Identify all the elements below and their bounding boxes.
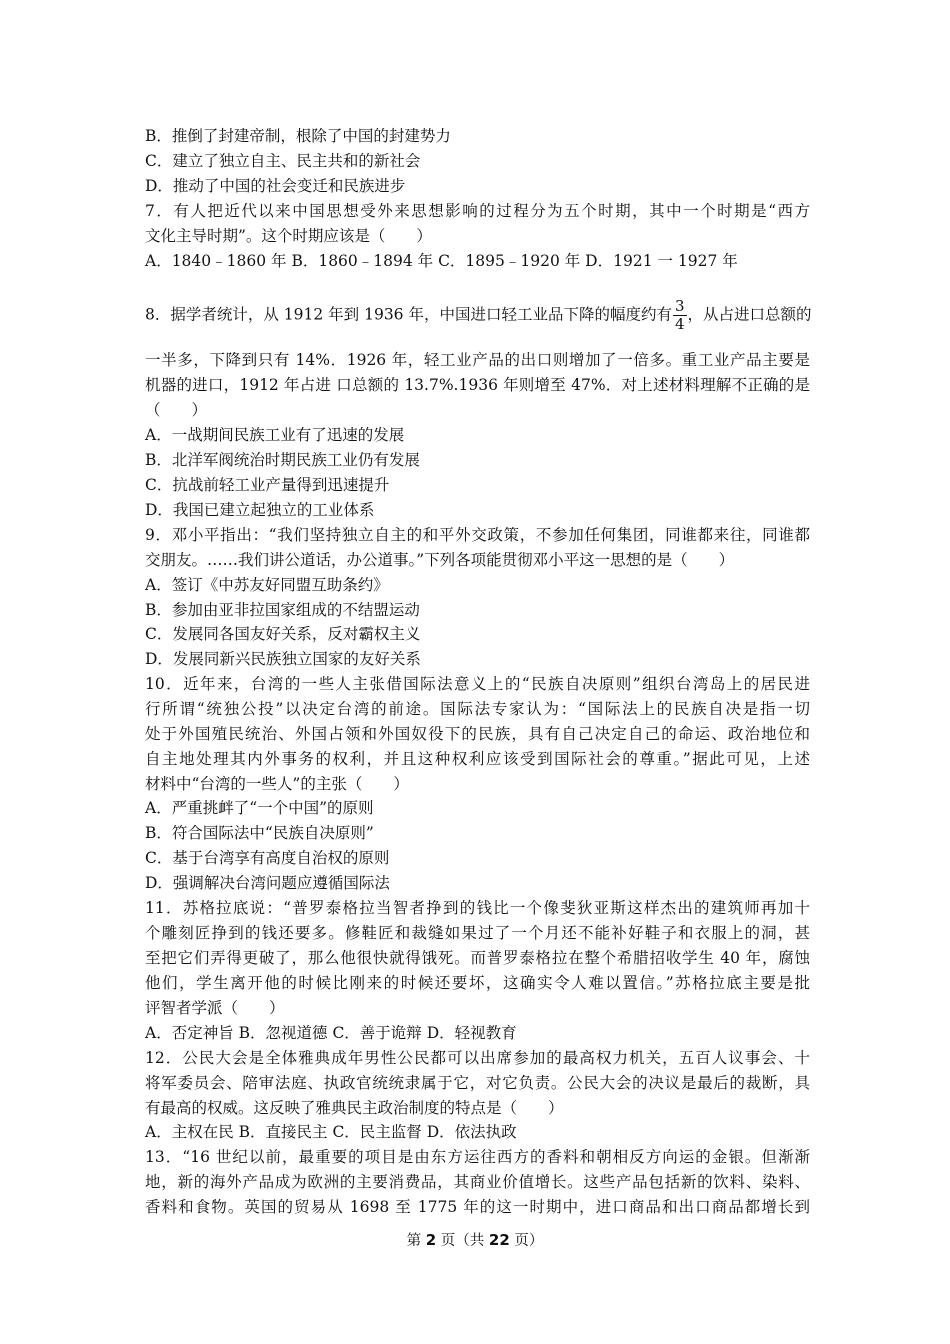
option-8d: D．我国已建立起独立的工业体系 <box>145 501 375 519</box>
option-9a: A．签订《中苏友好同盟互助条约》 <box>145 576 389 594</box>
footer-total-pages: 22 <box>488 1231 510 1249</box>
option-6c: C．建立了独立自主、民主共和的新社会 <box>145 152 421 170</box>
fraction-denominator: 4 <box>674 315 685 333</box>
question-11-line-2: 个雕刻匠挣到的钱还要多。修鞋匠和裁缝如果过了一个月还不能补好鞋子和衣服上的洞，甚 <box>145 924 810 942</box>
question-10-line-4: 自主地处理其内外事务的权利，并且这种权利应该受到国际社会的尊重。”据此可见，上述 <box>145 750 810 768</box>
question-11-line-3: 至把它们弄得更破了，那么他很快就得饿死。而普罗泰格拉在整个希腊招收学生 40 年，腐蚀 <box>145 949 810 967</box>
option-10c: C．基于台湾享有高度自治权的原则 <box>145 849 390 867</box>
question-8-text-before-fraction: 8．据学者统计，从 1912 年到 1936 年，中国进口轻工业品下降的幅度约有 <box>145 305 672 324</box>
fraction-three-quarters <box>673 298 687 333</box>
question-9-line-1: 9．邓小平指出：“我们坚持独立自主的和平外交政策，不参加任何集团，同谁都来往，同谁都 <box>145 526 810 544</box>
question-8-line-3: 机器的进口，1912 年占进 口总额的 13.7%.1936 年则增至 47%．对上述材料理解不正确的是 <box>145 376 810 394</box>
question-8-line-1 <box>145 298 810 333</box>
question-11-options: A．否定神旨 B．忽视道德 C．善于诡辩 D．轻视教育 <box>145 1024 517 1042</box>
question-12-line-1: 12．公民大会是全体雅典成年男性公民都可以出席参加的最高权力机关，五百人议事会、十 <box>145 1049 810 1067</box>
question-8-text-after-fraction: ，从占进口总额的 <box>687 305 812 324</box>
footer-page-number: 2 <box>425 1231 437 1249</box>
question-7-line-1: 7．有人把近代以来中国思想受外来思想影响的过程分为五个时期，其中一个时期是“西方 <box>145 202 810 220</box>
question-9-line-2: 交朋友。……我们讲公道话，办公道事。”下列各项能贯彻邓小平这一思想的是（ ） <box>145 551 735 569</box>
question-12-line-3: 有最高的权威。这反映了雅典民主政治制度的特点是（ ） <box>145 1099 564 1117</box>
question-10-line-5: 材料中“台湾的一些人”的主张（ ） <box>145 775 409 793</box>
footer-prefix: 第 <box>406 1233 426 1249</box>
option-10d: D．强调解决台湾问题应遵循国际法 <box>145 874 390 892</box>
question-12-line-2: 将军委员会、陪审法庭、执政官统统隶属于它，对它负责。公民大会的决议是最后的裁断，具 <box>145 1074 810 1092</box>
footer-suffix: 页） <box>509 1233 544 1249</box>
question-8-line-2: 一半多，下降到只有 14%．1926 年，轻工业产品的出口则增加了一倍多。重工业产品主要是 <box>145 351 810 369</box>
option-10a: A．严重挑衅了“一个中国”的原则 <box>145 799 374 817</box>
option-6d: D．推动了中国的社会变迁和民族进步 <box>145 177 406 195</box>
option-9b: B．参加由亚非拉国家组成的不结盟运动 <box>145 601 420 619</box>
question-12-options: A．主权在民 B．直接民主 C．民主监督 D．依法执政 <box>145 1123 517 1141</box>
option-10b: B．符合国际法中“民族自决原则” <box>145 824 374 842</box>
question-10-line-3: 处于外国殖民统治、外国占领和外国奴役下的民族，具有自己决定自己的命运、政治地位和 <box>145 725 810 743</box>
footer-middle: 页（共 <box>436 1233 489 1249</box>
page-footer <box>0 1229 950 1252</box>
option-8b: B．北洋军阀统治时期民族工业仍有发展 <box>145 451 420 469</box>
question-7-line-2: 文化主导时期”。这个时期应该是（ ） <box>145 227 432 245</box>
option-8c: C．抗战前轻工业产量得到迅速提升 <box>145 476 390 494</box>
option-9c: C．发展同各国友好关系，反对霸权主义 <box>145 625 421 643</box>
question-13-line-3: 香料和食物。英国的贸易从 1698 至 1775 年的这一时期中，进口商品和出口商品都增长到 <box>145 1198 810 1216</box>
question-13-line-1: 13．“16 世纪以前，最重要的项目是由东方运往西方的香料和朝相反方向运的金银。但渐渐 <box>145 1148 810 1166</box>
question-10-line-1: 10．近年来，台湾的一些人主张借国际法意义上的“民族自决原则”组织台湾岛上的居民进 <box>145 675 810 693</box>
option-6b: B．推倒了封建帝制，根除了中国的封建势力 <box>145 127 451 145</box>
question-13-line-2: 地，新的海外产品成为欧洲的主要消费品，其商业价值增长。这些产品包括新的饮料、染料、 <box>145 1173 810 1191</box>
option-9d: D．发展同新兴民族独立国家的友好关系 <box>145 650 421 668</box>
question-11-line-4: 他们，学生离开他的时候比刚来的时候还要坏，这确实令人难以置信。”苏格拉底主要是批 <box>145 974 810 992</box>
question-11-line-1: 11．苏格拉底说：“普罗泰格拉当智者挣到的钱比一个像斐狄亚斯这样杰出的建筑师再加十 <box>145 899 810 917</box>
question-7-options: A．1840﹣1860 年 B．1860﹣1894 年 C．1895﹣1920 年 D．1921 一 1927 年 <box>145 252 738 270</box>
question-10-line-2: 行所谓“统独公投”以决定台湾的前途。国际法专家认为：“国际法上的民族自决是指一切 <box>145 700 810 718</box>
option-8a: A．一战期间民族工业有了迅速的发展 <box>145 426 405 444</box>
question-8-paren: （ ） <box>145 401 208 419</box>
fraction-numerator: 3 <box>674 297 685 315</box>
question-11-line-5: 评智者学派（ ） <box>145 999 285 1017</box>
